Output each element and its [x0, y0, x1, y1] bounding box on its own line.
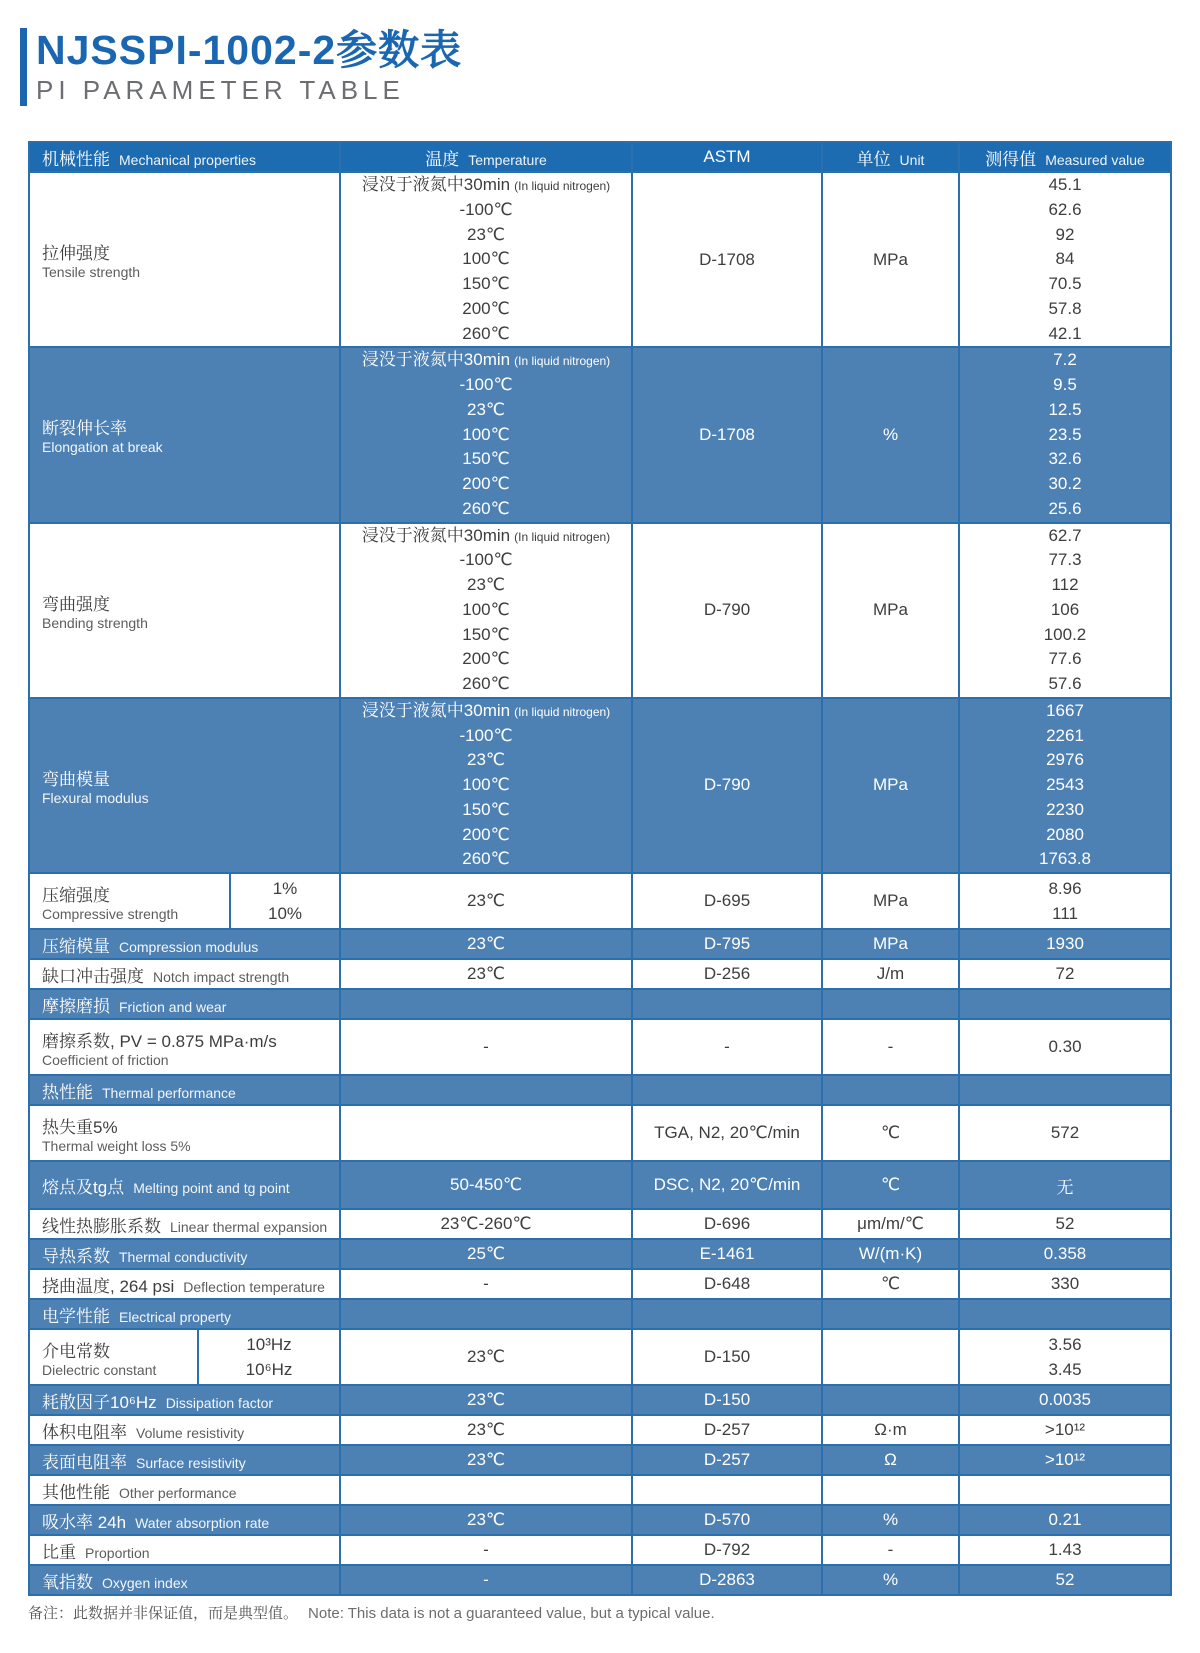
section-header-thermal-performance [29, 1075, 1171, 1105]
property-cell: 线性热膨胀系数 Linear thermal expansion [29, 1209, 340, 1239]
value-cell: 1.43 [959, 1535, 1171, 1565]
row-melting-point [29, 1161, 1171, 1209]
temperature-cell: 浸没于液氮中30min (In liquid nitrogen) -100℃ 23℃ 100℃ 150℃ 200℃ 260℃ [340, 523, 632, 698]
row-volume-resistivity [29, 1415, 1171, 1445]
value-cell: 45.1 62.6 92 84 70.5 57.8 42.1 [959, 172, 1171, 347]
value-cell: 0.21 [959, 1505, 1171, 1535]
astm-cell: D-695 [632, 873, 822, 929]
empty-cell [340, 1475, 632, 1505]
temperature-cell [340, 1105, 632, 1161]
value-cell: 1930 [959, 929, 1171, 959]
astm-cell: E-1461 [632, 1239, 822, 1269]
empty-cell [340, 1075, 632, 1105]
section-header-other-performance [29, 1475, 1171, 1505]
footnote-zh: 备注：此数据并非保证值，而是典型值。 [28, 1605, 299, 1622]
property-cell: 弯曲强度 Bending strength [29, 523, 340, 698]
unit-cell: ℃ [822, 1105, 959, 1161]
astm-cell: D-570 [632, 1505, 822, 1535]
astm-cell: D-790 [632, 523, 822, 698]
astm-cell: D-2863 [632, 1565, 822, 1595]
temperature-cell: 浸没于液氮中30min (In liquid nitrogen) -100℃ 23℃ 100℃ 150℃ 200℃ 260℃ [340, 172, 632, 347]
temperature-cell: 23℃ [340, 1385, 632, 1415]
unit-cell: μm/m/℃ [822, 1209, 959, 1239]
value-cell: 52 [959, 1565, 1171, 1595]
empty-cell [632, 1299, 822, 1329]
value-cell: 572 [959, 1105, 1171, 1161]
empty-cell [959, 1475, 1171, 1505]
empty-cell [822, 989, 959, 1019]
astm-cell: D-795 [632, 929, 822, 959]
astm-cell: D-790 [632, 698, 822, 873]
row-dielectric-constant [29, 1329, 1171, 1385]
frequency-subcell: 10³Hz 10⁶Hz [197, 1330, 339, 1384]
unit-cell: MPa [822, 929, 959, 959]
strain-subcell: 1% 10% [229, 874, 339, 928]
property-cell: 吸水率 24h Water absorption rate [29, 1505, 340, 1535]
row-compression-modulus [29, 929, 1171, 959]
row-oxygen-index [29, 1565, 1171, 1595]
empty-cell [340, 1299, 632, 1329]
page-header [20, 28, 462, 106]
unit-cell: % [822, 1565, 959, 1595]
property-cell: 热失重5% Thermal weight loss 5% [29, 1105, 340, 1161]
footnote [28, 1602, 715, 1623]
value-cell: 1667 2261 2976 2543 2230 2080 1763.8 [959, 698, 1171, 873]
astm-cell: - [632, 1019, 822, 1075]
temperature-cell: 23℃-260℃ [340, 1209, 632, 1239]
row-proportion [29, 1535, 1171, 1565]
row-compressive-strength [29, 873, 1171, 929]
property-cell: 比重 Proportion [29, 1535, 340, 1565]
astm-cell: D-792 [632, 1535, 822, 1565]
temperature-cell: - [340, 1565, 632, 1595]
temperature-cell: - [340, 1019, 632, 1075]
value-cell: 0.30 [959, 1019, 1171, 1075]
unit-cell: % [822, 347, 959, 522]
temperature-cell: 23℃ [340, 1445, 632, 1475]
temperature-cell: 浸没于液氮中30min (In liquid nitrogen) -100℃ 23℃ 100℃ 150℃ 200℃ 260℃ [340, 347, 632, 522]
col-header-temperature: 温度 Temperature [340, 142, 632, 172]
astm-cell: D-150 [632, 1385, 822, 1415]
property-cell: 磨擦系数, PV = 0.875 MPa·m/s Coefficient of friction [29, 1019, 340, 1075]
value-cell: 72 [959, 959, 1171, 989]
section-title-cell: 电学性能 Electrical property [29, 1299, 340, 1329]
property-cell: 熔点及tg点 Melting point and tg point [29, 1161, 340, 1209]
temperature-cell: - [340, 1535, 632, 1565]
col-header-value: 测得值 Measured value [959, 142, 1171, 172]
property-cell: 耗散因子10⁶Hz Dissipation factor [29, 1385, 340, 1415]
temperature-cell: 23℃ [340, 1329, 632, 1385]
temperature-cell: 23℃ [340, 1415, 632, 1445]
unit-cell: - [822, 1535, 959, 1565]
value-cell: 3.56 3.45 [959, 1329, 1171, 1385]
unit-cell [822, 1329, 959, 1385]
value-cell: 0.358 [959, 1239, 1171, 1269]
table-header-row [29, 142, 1171, 172]
astm-cell: D-256 [632, 959, 822, 989]
unit-cell: - [822, 1019, 959, 1075]
parameter-table [28, 141, 1172, 1596]
row-flexural-modulus [29, 698, 1171, 873]
astm-cell: DSC, N2, 20℃/min [632, 1161, 822, 1209]
row-linear-thermal-expansion [29, 1209, 1171, 1239]
property-cell: 氧指数 Oxygen index [29, 1565, 340, 1595]
empty-cell [822, 1475, 959, 1505]
unit-cell [822, 1385, 959, 1415]
temperature-cell: 浸没于液氮中30min (In liquid nitrogen) -100℃ 23℃ 100℃ 150℃ 200℃ 260℃ [340, 698, 632, 873]
footnote-en: Note: This data is not a guaranteed value, but a typical value. [308, 1605, 715, 1622]
value-cell: 52 [959, 1209, 1171, 1239]
astm-cell: D-1708 [632, 347, 822, 522]
property-cell: 缺口冲击强度 Notch impact strength [29, 959, 340, 989]
col-header-unit: 单位 Unit [822, 142, 959, 172]
astm-cell: D-696 [632, 1209, 822, 1239]
value-cell: 0.0035 [959, 1385, 1171, 1415]
row-surface-resistivity [29, 1445, 1171, 1475]
value-cell: 7.2 9.5 12.5 23.5 32.6 30.2 25.6 [959, 347, 1171, 522]
property-cell: 表面电阻率 Surface resistivity [29, 1445, 340, 1475]
unit-cell: ℃ [822, 1161, 959, 1209]
empty-cell [340, 989, 632, 1019]
section-header-electrical-property [29, 1299, 1171, 1329]
property-cell: 弯曲模量 Flexural modulus [29, 698, 340, 873]
row-thermal-weight-loss [29, 1105, 1171, 1161]
unit-cell: % [822, 1505, 959, 1535]
value-cell: 8.96 111 [959, 873, 1171, 929]
property-cell: 压缩强度 Compressive strength 1% 10% [29, 873, 340, 929]
temperature-cell: 23℃ [340, 959, 632, 989]
page-title: NJSSPI-1002-2参数表 [36, 27, 463, 73]
unit-cell: Ω [822, 1445, 959, 1475]
row-tensile-strength [29, 172, 1171, 347]
unit-cell: J/m [822, 959, 959, 989]
empty-cell [959, 989, 1171, 1019]
property-cell: 拉伸强度 Tensile strength [29, 172, 340, 347]
row-notch-impact-strength [29, 959, 1171, 989]
astm-cell: D-257 [632, 1445, 822, 1475]
value-cell: >10¹² [959, 1415, 1171, 1445]
unit-cell: MPa [822, 523, 959, 698]
unit-cell: MPa [822, 698, 959, 873]
property-cell: 压缩模量 Compression modulus [29, 929, 340, 959]
row-elongation-at-break [29, 347, 1171, 522]
row-thermal-conductivity [29, 1239, 1171, 1269]
row-water-absorption-rate [29, 1505, 1171, 1535]
unit-cell: MPa [822, 873, 959, 929]
temperature-cell: 23℃ [340, 1505, 632, 1535]
unit-cell: W/(m·K) [822, 1239, 959, 1269]
value-cell: 62.7 77.3 112 106 100.2 77.6 57.6 [959, 523, 1171, 698]
col-header-property: 机械性能 Mechanical properties [29, 142, 340, 172]
value-cell: 无 [959, 1161, 1171, 1209]
unit-cell: Ω·m [822, 1415, 959, 1445]
astm-cell: D-150 [632, 1329, 822, 1385]
value-cell: 330 [959, 1269, 1171, 1299]
row-dissipation-factor [29, 1385, 1171, 1415]
temperature-cell: 50-450℃ [340, 1161, 632, 1209]
empty-cell [959, 1075, 1171, 1105]
temperature-cell: 25℃ [340, 1239, 632, 1269]
unit-cell: MPa [822, 172, 959, 347]
empty-cell [822, 1075, 959, 1105]
astm-cell: D-1708 [632, 172, 822, 347]
temperature-cell: - [340, 1269, 632, 1299]
empty-cell [632, 1475, 822, 1505]
property-cell: 介电常数 Dielectric constant 10³Hz 10⁶Hz [29, 1329, 340, 1385]
astm-cell: TGA, N2, 20℃/min [632, 1105, 822, 1161]
property-cell: 体积电阻率 Volume resistivity [29, 1415, 340, 1445]
empty-cell [822, 1299, 959, 1329]
row-bending-strength [29, 523, 1171, 698]
property-cell: 导热系数 Thermal conductivity [29, 1239, 340, 1269]
temperature-cell: 23℃ [340, 929, 632, 959]
astm-cell: D-648 [632, 1269, 822, 1299]
unit-cell: ℃ [822, 1269, 959, 1299]
page-subtitle: PI PARAMETER TABLE [36, 75, 405, 106]
value-cell: >10¹² [959, 1445, 1171, 1475]
col-header-astm: ASTM [632, 142, 822, 172]
section-header-friction-and-wear [29, 989, 1171, 1019]
section-title-cell: 摩擦磨损 Friction and wear [29, 989, 340, 1019]
property-cell: 断裂伸长率 Elongation at break [29, 347, 340, 522]
empty-cell [959, 1299, 1171, 1329]
empty-cell [632, 1075, 822, 1105]
property-cell: 挠曲温度, 264 psi Deflection temperature [29, 1269, 340, 1299]
row-deflection-temperature [29, 1269, 1171, 1299]
section-title-cell: 其他性能 Other performance [29, 1475, 340, 1505]
section-title-cell: 热性能 Thermal performance [29, 1075, 340, 1105]
astm-cell: D-257 [632, 1415, 822, 1445]
empty-cell [632, 989, 822, 1019]
temperature-cell: 23℃ [340, 873, 632, 929]
title-accent-bar [20, 28, 27, 106]
row-coefficient-of-friction [29, 1019, 1171, 1075]
